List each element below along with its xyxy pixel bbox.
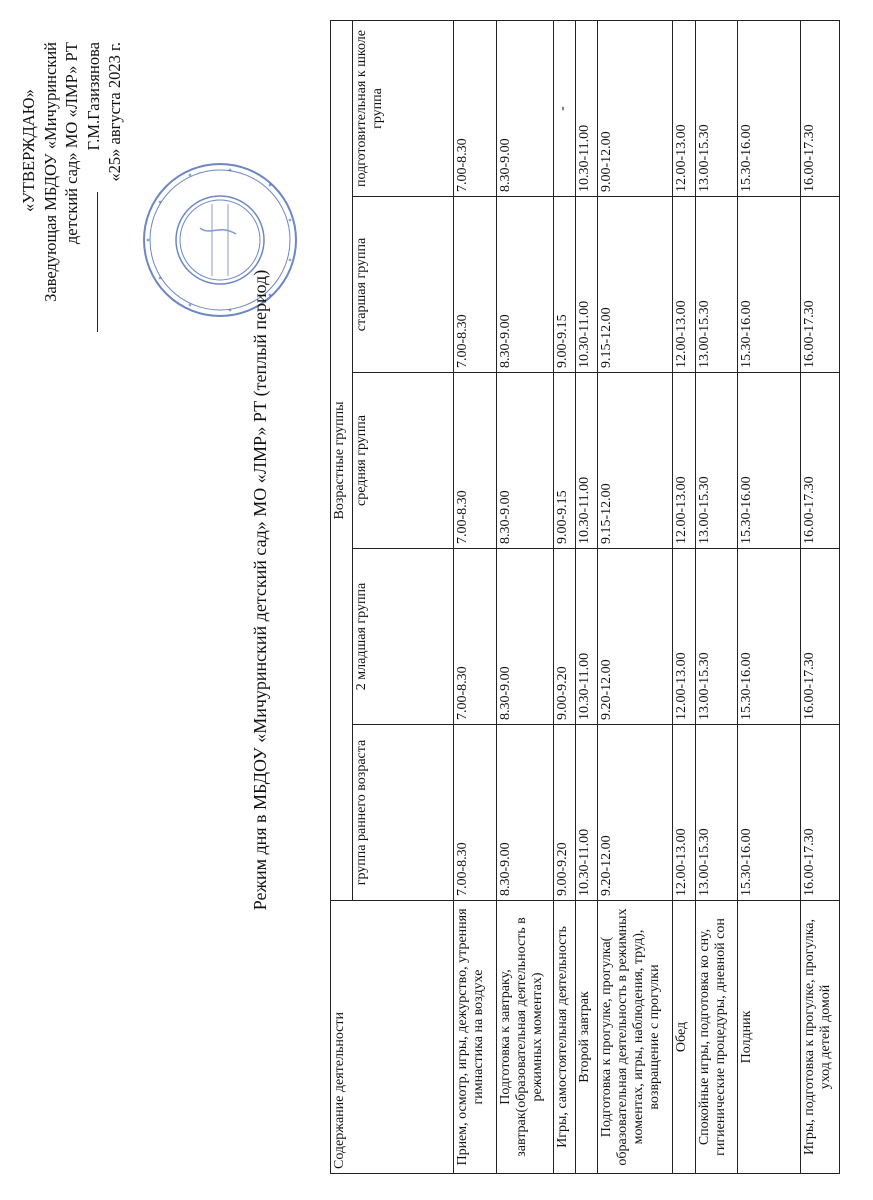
approval-line-2: детский сад» МО «ЛМР» РТ: [62, 42, 81, 245]
time-cell: 16.00-17.30: [800, 549, 839, 725]
table-row: [800, 20, 839, 1173]
activity-cell: Подготовка к завтраку, завтрак(образовательная деятельность в режимных моментах): [496, 901, 553, 1174]
approval-title: «УТВЕРЖДАЮ»: [19, 89, 38, 212]
time-cell: 8.30-9.00: [496, 725, 553, 901]
time-cell: -: [553, 20, 575, 196]
time-cell: 9.20-12.00: [598, 549, 673, 725]
table-row: [454, 20, 497, 1173]
time-cell: 12.00-13.00: [673, 197, 695, 373]
time-cell: 8.30-9.00: [496, 20, 553, 196]
time-cell: 8.30-9.00: [496, 549, 553, 725]
document-title: Режим дня в МБДОУ «Мичуринский детский сад» МО «ЛМР» РТ (теплый период): [250, 269, 270, 911]
official-stamp-icon: [140, 160, 300, 320]
time-cell: 10.30-11.00: [575, 373, 597, 549]
time-cell: 10.30-11.00: [575, 549, 597, 725]
approval-signature: [83, 2, 105, 332]
signature-line: [83, 192, 98, 332]
activity-cell: Второй завтрак: [575, 901, 597, 1174]
time-cell: 9.00-9.20: [553, 549, 575, 725]
time-cell: 7.00-8.30: [454, 20, 497, 196]
time-cell: 15.30-16.00: [738, 725, 801, 901]
time-cell: 9.00-9.20: [553, 725, 575, 901]
time-cell: 10.30-11.00: [575, 197, 597, 373]
table-row: [575, 20, 597, 1173]
activity-cell: Игры, самостоятельная деятельность: [553, 901, 575, 1174]
time-cell: 7.00-8.30: [454, 197, 497, 373]
time-cell: 12.00-13.00: [673, 725, 695, 901]
approval-line-1: Заведующая МБДОУ «Мичуринский: [40, 42, 60, 302]
time-cell: 9.00-9.15: [553, 197, 575, 373]
group-header: средняя группа: [353, 373, 454, 549]
time-cell: 16.00-17.30: [800, 20, 839, 196]
activity-cell: Подготовка к прогулке, прогулка( образовательная деятельность в режимных моментах, игры, наблюдения, труд), возвращение с прогулки: [598, 901, 673, 1174]
time-cell: 15.30-16.00: [738, 197, 801, 373]
approval-date: «25» августа 2023 г.: [105, 42, 124, 182]
time-cell: 12.00-13.00: [673, 549, 695, 725]
time-cell: 8.30-9.00: [496, 373, 553, 549]
group-header: группа раннего возраста: [353, 725, 454, 901]
time-cell: 7.00-8.30: [454, 549, 497, 725]
time-cell: 16.00-17.30: [800, 197, 839, 373]
time-cell: 15.30-16.00: [738, 373, 801, 549]
group-header: подготовительная к школе группа: [353, 20, 454, 196]
table-row: [673, 20, 695, 1173]
daily-regime-table: [330, 20, 840, 1174]
time-cell: 13.00-15.30: [695, 197, 738, 373]
time-cell: 9.00-9.15: [553, 373, 575, 549]
time-cell: 12.00-13.00: [673, 20, 695, 196]
time-cell: 9.15-12.00: [598, 373, 673, 549]
activity-header: Содержание деятельности: [331, 901, 454, 1174]
table-header-row: [331, 20, 353, 1173]
time-cell: 15.30-16.00: [738, 549, 801, 725]
time-cell: 9.20-12.00: [598, 725, 673, 901]
time-cell: 13.00-15.30: [695, 549, 738, 725]
activity-cell: Обед: [673, 901, 695, 1174]
activity-cell: Полдник: [738, 901, 801, 1174]
activity-cell: Игры, подготовка к прогулке, прогулка, уход детей домой: [800, 901, 839, 1174]
activity-cell: Прием, осмотр, игры, дежурство, утренняя гимнастика на воздухе: [454, 901, 497, 1174]
group-header: 2 младшая группа: [353, 549, 454, 725]
table-row: [496, 20, 553, 1173]
approval-signer: Г.М.Газизянова: [83, 42, 103, 151]
time-cell: 7.00-8.30: [454, 725, 497, 901]
time-cell: 12.00-13.00: [673, 373, 695, 549]
groups-header: Возрастные группы: [331, 20, 353, 900]
time-cell: 13.00-15.30: [695, 725, 738, 901]
time-cell: 9.15-12.00: [598, 197, 673, 373]
time-cell: 16.00-17.30: [800, 373, 839, 549]
time-cell: 16.00-17.30: [800, 725, 839, 901]
time-cell: 7.00-8.30: [454, 373, 497, 549]
time-cell: 9.00-12.00: [598, 20, 673, 196]
approval-block: [18, 2, 126, 332]
table-row: [738, 20, 801, 1173]
time-cell: 10.30-11.00: [575, 20, 597, 196]
time-cell: 8.30-9.00: [496, 197, 553, 373]
time-cell: 13.00-15.30: [695, 373, 738, 549]
table-row: [695, 20, 738, 1173]
time-cell: 13.00-15.30: [695, 20, 738, 196]
activity-cell: Спокойные игры, подготовка ко сну, гигиенические процедуры, дневной сон: [695, 901, 738, 1174]
group-header: старшая группа: [353, 197, 454, 373]
table-row: [598, 20, 673, 1173]
table-row: [553, 20, 575, 1173]
time-cell: 10.30-11.00: [575, 725, 597, 901]
time-cell: 15.30-16.00: [738, 20, 801, 196]
